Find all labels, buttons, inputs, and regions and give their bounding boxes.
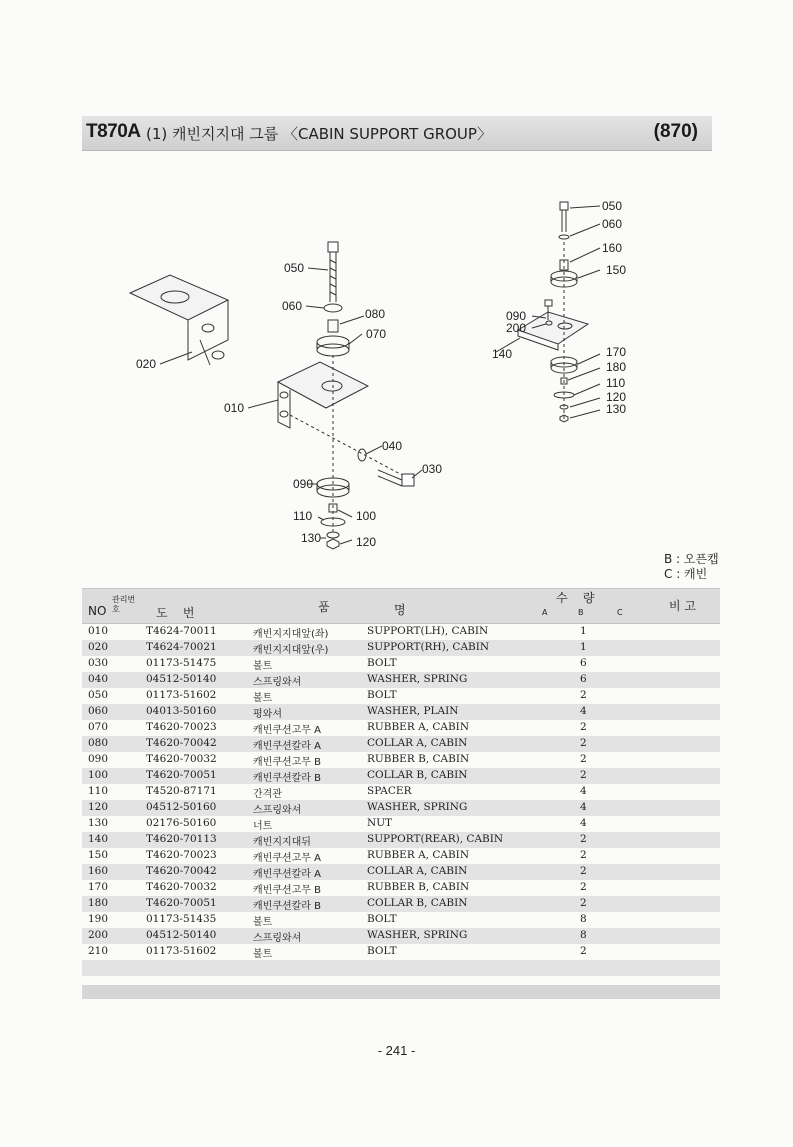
table-row xyxy=(82,944,720,960)
table-row xyxy=(82,768,720,784)
row-quantity: 1 xyxy=(580,625,587,637)
row-korean-name: 캐빈쿠션칼라 A xyxy=(253,869,321,880)
header-name-2: 명 xyxy=(394,603,406,617)
table-row xyxy=(82,816,720,832)
row-quantity: 2 xyxy=(580,865,587,877)
row-quantity: 2 xyxy=(580,689,587,701)
row-english-name: WASHER, SPRING xyxy=(367,673,468,685)
callout-050: 050 xyxy=(284,261,305,275)
row-english-name: BOLT xyxy=(367,689,397,701)
table-row-empty xyxy=(82,960,720,976)
row-quantity: 2 xyxy=(580,721,587,733)
row-part-number: T4620-70032 xyxy=(146,881,217,893)
washer-060-drawing xyxy=(324,304,342,312)
row-quantity: 4 xyxy=(580,801,587,813)
row-korean-name: 볼트 xyxy=(253,693,273,704)
row-no: 020 xyxy=(88,641,109,653)
row-part-number: 01173-51602 xyxy=(146,945,217,957)
header-qty-c: C xyxy=(617,608,623,617)
row-quantity: 4 xyxy=(580,817,587,829)
section-code: (870) xyxy=(653,121,698,142)
nut-130-drawing xyxy=(327,539,339,549)
callout-130: 130 xyxy=(301,531,322,545)
row-korean-name: 캐빈쿠션칼라 A xyxy=(253,741,321,752)
parts-table xyxy=(82,588,720,976)
row-english-name: RUBBER B, CABIN xyxy=(367,881,470,893)
row-korean-name: 스프링와셔 xyxy=(253,677,302,688)
row-part-number: 04512-50140 xyxy=(146,929,217,941)
callout-180: 180 xyxy=(606,360,627,374)
row-english-name: RUBBER B, CABIN xyxy=(367,753,470,765)
callout-130-rear: 130 xyxy=(606,402,627,416)
row-english-name: WASHER, SPRING xyxy=(367,929,468,941)
table-row xyxy=(82,752,720,768)
row-part-number: T4620-70042 xyxy=(146,865,217,877)
table-row xyxy=(82,912,720,928)
legend-b: B : 오픈캡 xyxy=(664,552,719,566)
callout-120: 120 xyxy=(356,535,377,549)
row-quantity: 2 xyxy=(580,737,587,749)
header-name-1: 품 xyxy=(318,600,330,614)
row-no: 130 xyxy=(88,817,109,829)
row-part-number: T4624-70021 xyxy=(146,641,217,653)
callout-140: 140 xyxy=(492,347,513,361)
section-title-bar xyxy=(82,116,712,151)
row-no: 070 xyxy=(88,721,109,733)
row-no: 090 xyxy=(88,753,109,765)
callout-060: 060 xyxy=(282,299,303,313)
row-no: 050 xyxy=(88,689,109,701)
row-part-number: T4620-70023 xyxy=(146,721,217,733)
callout-090-rear: 090 xyxy=(506,309,527,323)
row-no: 040 xyxy=(88,673,109,685)
row-quantity: 4 xyxy=(580,785,587,797)
row-quantity: 4 xyxy=(580,705,587,717)
row-part-number: T4620-70051 xyxy=(146,897,217,909)
callout-110-rear: 110 xyxy=(606,376,626,390)
row-quantity: 6 xyxy=(580,657,587,669)
table-row xyxy=(82,864,720,880)
table-row xyxy=(82,688,720,704)
table-row xyxy=(82,672,720,688)
row-part-number: T4624-70011 xyxy=(146,625,217,637)
table-row xyxy=(82,640,720,656)
callout-040: 040 xyxy=(382,439,403,453)
row-english-name: SUPPORT(RH), CABIN xyxy=(367,641,490,653)
row-no: 160 xyxy=(88,865,109,877)
callout-160: 160 xyxy=(602,241,623,255)
row-no: 060 xyxy=(88,705,109,717)
row-korean-name: 간격관 xyxy=(253,789,282,800)
bracket-020-drawing xyxy=(130,275,228,365)
callout-010: 010 xyxy=(224,401,245,415)
row-part-number: T4620-70051 xyxy=(146,769,217,781)
row-korean-name: 너트 xyxy=(253,821,273,832)
table-row xyxy=(82,704,720,720)
bolt-030-drawing xyxy=(378,470,414,486)
table-row xyxy=(82,624,720,640)
bolt-190-drawing xyxy=(545,300,552,306)
table-row xyxy=(82,896,720,912)
row-part-number: 04512-50160 xyxy=(146,801,217,813)
row-korean-name: 평와셔 xyxy=(253,709,282,720)
row-part-number: T4620-70023 xyxy=(146,849,217,861)
row-korean-name: 볼트 xyxy=(253,661,273,672)
header-part-number: 도 번 xyxy=(156,606,195,620)
row-korean-name: 볼트 xyxy=(253,949,273,960)
row-korean-name: 캐빈쿠션칼라 B xyxy=(253,773,321,784)
row-part-number: 02176-50160 xyxy=(146,817,217,829)
table-row xyxy=(82,928,720,944)
row-quantity: 2 xyxy=(580,849,587,861)
row-no: 080 xyxy=(88,737,109,749)
header-qty-a: A xyxy=(542,608,548,617)
plate-140-drawing xyxy=(518,312,588,350)
washer-120-drawing xyxy=(327,532,339,538)
table-row xyxy=(82,736,720,752)
row-korean-name: 캐빈쿠션고무 A xyxy=(253,853,321,864)
table-body xyxy=(82,624,720,976)
table-row xyxy=(82,656,720,672)
row-no: 170 xyxy=(88,881,109,893)
section-title: (1) 캐빈지지대 그룹 〈CABIN SUPPORT GROUP〉 xyxy=(146,125,492,143)
callout-090: 090 xyxy=(293,477,314,491)
row-no: 150 xyxy=(88,849,109,861)
callout-170: 170 xyxy=(606,345,627,359)
callout-110: 110 xyxy=(293,509,313,523)
row-no: 030 xyxy=(88,657,109,669)
row-korean-name: 캐빈쿠션고무 B xyxy=(253,885,321,896)
callout-100: 100 xyxy=(356,509,377,523)
row-english-name: NUT xyxy=(367,817,393,829)
row-quantity: 2 xyxy=(580,945,587,957)
row-english-name: SUPPORT(LH), CABIN xyxy=(367,625,489,637)
collar-080-drawing xyxy=(328,320,338,332)
row-part-number: T4520-87171 xyxy=(146,785,217,797)
table-row xyxy=(82,848,720,864)
callout-150: 150 xyxy=(606,263,627,277)
bolt-050r-drawing xyxy=(560,202,568,232)
row-english-name: RUBBER A, CABIN xyxy=(367,849,470,861)
header-quantity: 수 량 xyxy=(556,591,595,605)
header-qty-b: B xyxy=(578,608,584,617)
row-english-name: SUPPORT(REAR), CABIN xyxy=(367,833,504,845)
row-korean-name: 캐빈지지대뒤 xyxy=(253,837,311,848)
row-quantity: 2 xyxy=(580,753,587,765)
row-part-number: 01173-51602 xyxy=(146,689,217,701)
model-number: T870A xyxy=(86,121,141,142)
rubber-070-drawing xyxy=(317,336,349,356)
row-korean-name: 스프링와셔 xyxy=(253,933,302,944)
callout-120-rear: 120 xyxy=(606,390,627,404)
model-legend xyxy=(664,552,719,582)
washer-060r-drawing xyxy=(559,235,569,239)
callout-030: 030 xyxy=(422,462,443,476)
row-quantity: 6 xyxy=(580,673,587,685)
row-part-number: 04512-50140 xyxy=(146,673,217,685)
row-english-name: SPACER xyxy=(367,785,412,797)
callout-050-rear: 050 xyxy=(602,199,623,213)
exploded-parts-diagram xyxy=(100,190,740,570)
table-row xyxy=(82,832,720,848)
row-no: 120 xyxy=(88,801,109,813)
row-korean-name: 볼트 xyxy=(253,917,273,928)
bolt-050-drawing xyxy=(328,242,338,302)
table-row xyxy=(82,784,720,800)
legend-c: C : 캐빈 xyxy=(664,567,708,581)
row-korean-name: 캐빈지지대앞(우) xyxy=(253,645,329,656)
row-no: 210 xyxy=(88,945,109,957)
row-quantity: 2 xyxy=(580,897,587,909)
row-quantity: 2 xyxy=(580,881,587,893)
table-row xyxy=(82,720,720,736)
row-no: 200 xyxy=(88,929,109,941)
header-mgmt-number: 관리번호 xyxy=(112,595,136,614)
row-part-number: T4620-70032 xyxy=(146,753,217,765)
row-no: 190 xyxy=(88,913,109,925)
row-no: 110 xyxy=(88,785,109,797)
row-korean-name: 캐빈쿠션고무 B xyxy=(253,757,321,768)
row-english-name: BOLT xyxy=(367,945,397,957)
row-no: 180 xyxy=(88,897,109,909)
row-quantity: 8 xyxy=(580,913,587,925)
header-no: NO xyxy=(88,604,107,618)
row-quantity: 2 xyxy=(580,769,587,781)
row-korean-name: 캐빈쿠션칼라 B xyxy=(253,901,321,912)
row-part-number: T4620-70113 xyxy=(146,833,217,845)
row-no: 100 xyxy=(88,769,109,781)
row-part-number: 01173-51475 xyxy=(146,657,217,669)
row-english-name: WASHER, SPRING xyxy=(367,801,468,813)
row-part-number: T4620-70042 xyxy=(146,737,217,749)
row-quantity: 8 xyxy=(580,929,587,941)
row-korean-name: 캐빈지지대앞(좌) xyxy=(253,629,329,640)
row-part-number: 04013-50160 xyxy=(146,705,217,717)
page-number: - 241 - xyxy=(377,1043,416,1058)
callout-060-rear: 060 xyxy=(602,217,623,231)
bracket-010-drawing xyxy=(278,362,368,428)
callout-070: 070 xyxy=(366,327,387,341)
row-english-name: COLLAR B, CABIN xyxy=(367,769,468,781)
header-remark: 비 고 xyxy=(669,599,696,613)
callout-200: 200 xyxy=(506,321,527,335)
row-no: 140 xyxy=(88,833,109,845)
row-english-name: BOLT xyxy=(367,913,397,925)
row-korean-name: 스프링와셔 xyxy=(253,805,302,816)
table-row xyxy=(82,880,720,896)
row-english-name: COLLAR A, CABIN xyxy=(367,737,468,749)
row-quantity: 1 xyxy=(580,641,587,653)
row-english-name: COLLAR B, CABIN xyxy=(367,897,468,909)
row-english-name: BOLT xyxy=(367,657,397,669)
row-no: 010 xyxy=(88,625,109,637)
callout-020: 020 xyxy=(136,357,157,371)
row-english-name: RUBBER A, CABIN xyxy=(367,721,470,733)
callout-080: 080 xyxy=(365,307,386,321)
row-english-name: COLLAR A, CABIN xyxy=(367,865,468,877)
row-quantity: 2 xyxy=(580,833,587,845)
row-korean-name: 캐빈쿠션고무 A xyxy=(253,725,321,736)
row-part-number: 01173-51435 xyxy=(146,913,217,925)
row-english-name: WASHER, PLAIN xyxy=(367,705,459,717)
table-header xyxy=(82,588,720,624)
table-row xyxy=(82,800,720,816)
table-footer-band xyxy=(82,985,720,999)
